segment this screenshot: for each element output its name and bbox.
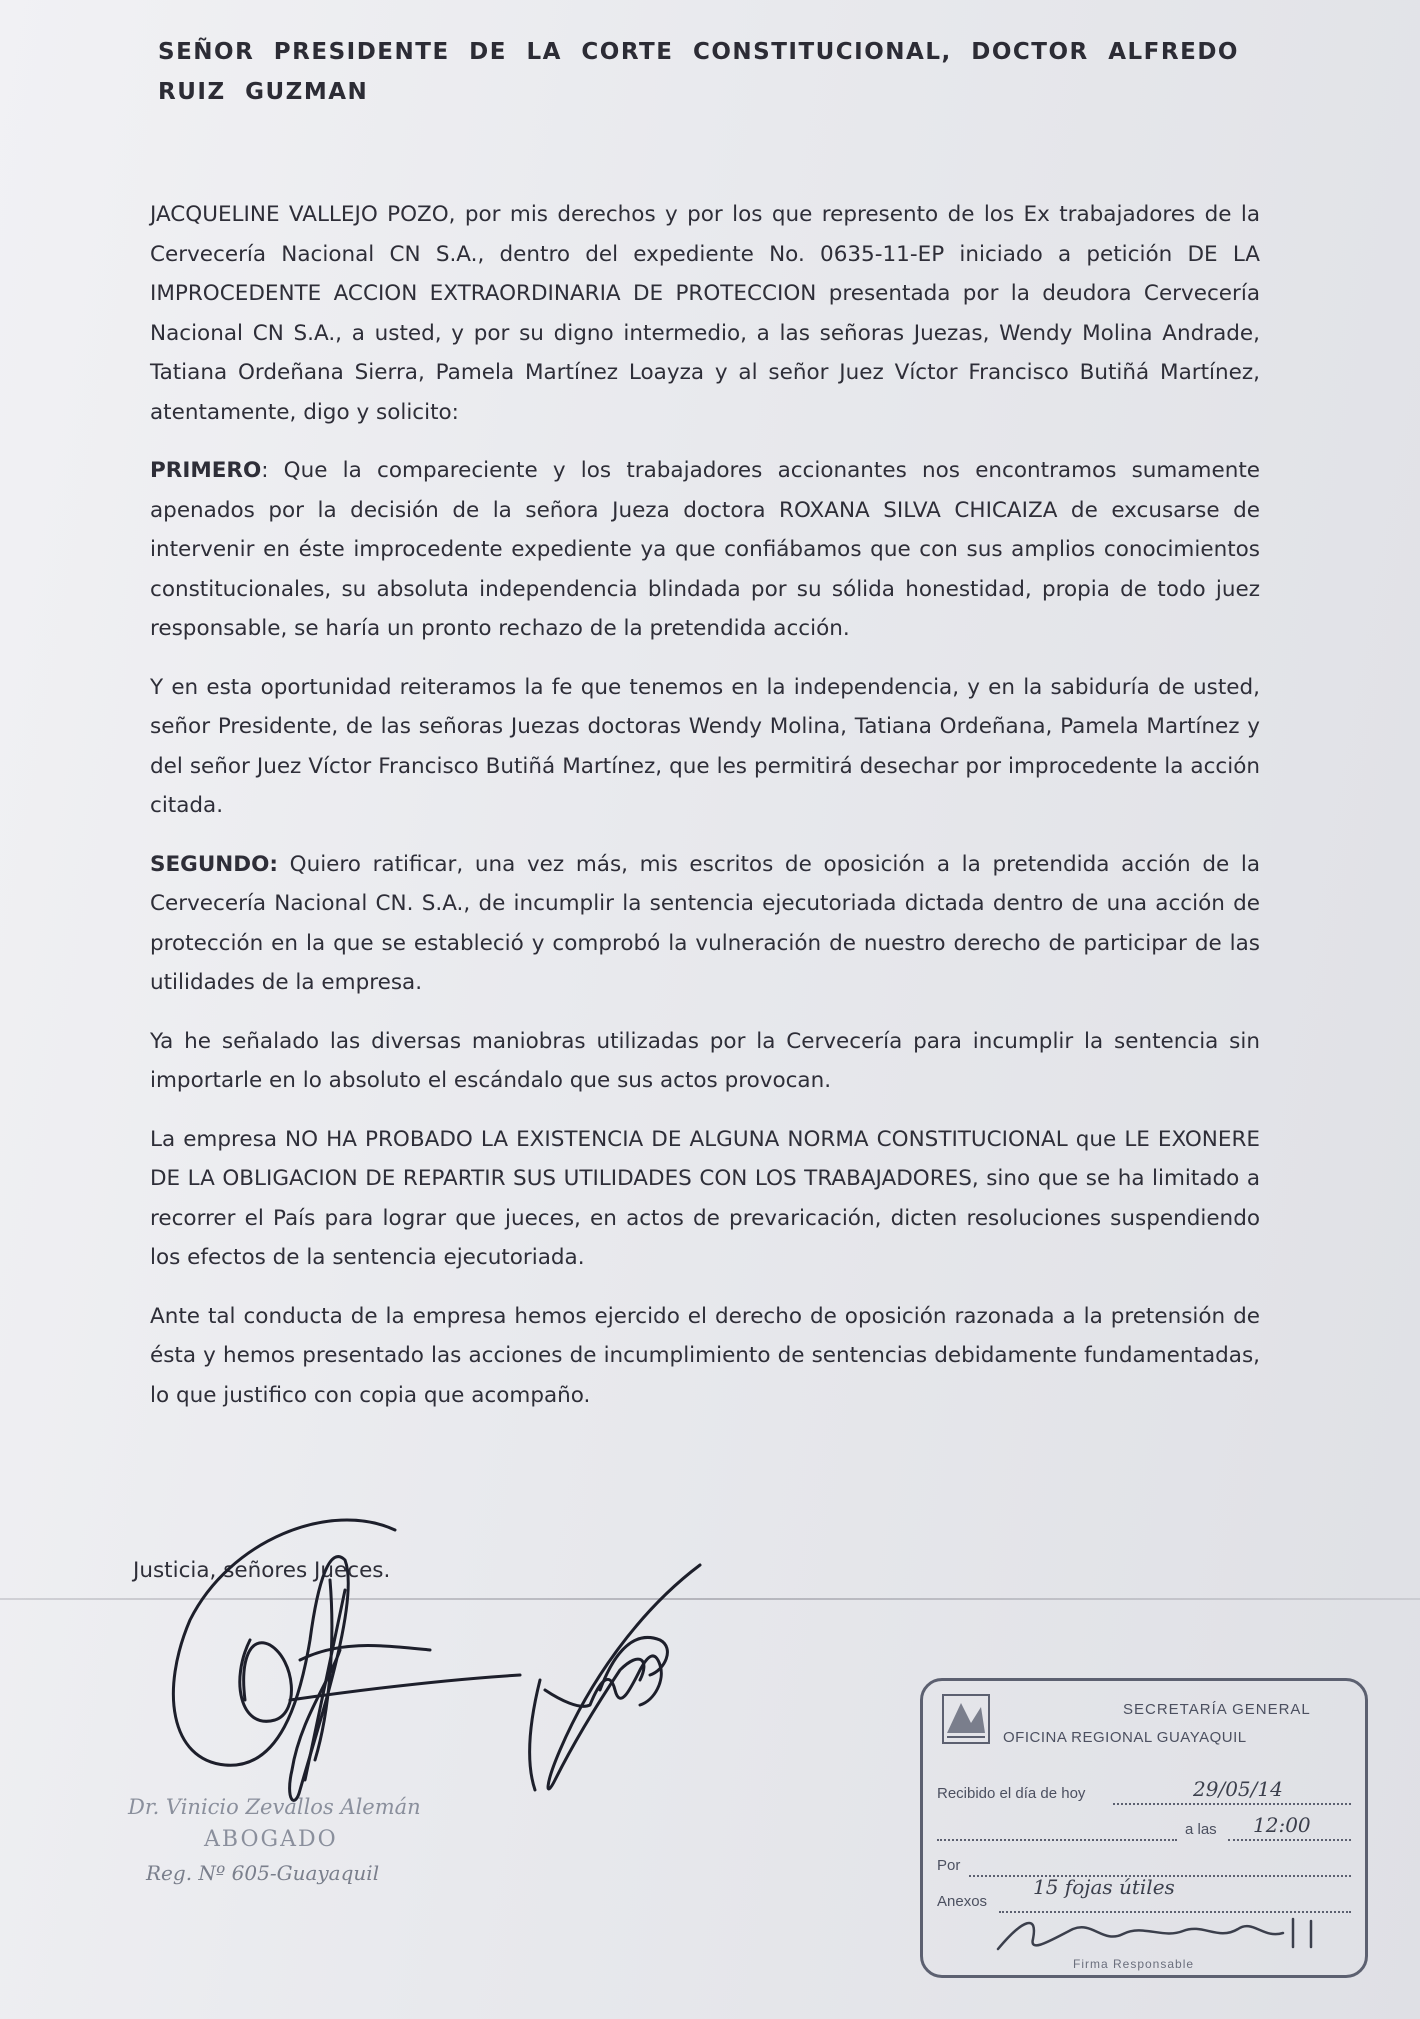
responsible-label: Firma Responsable [1073, 1957, 1195, 1971]
empresa-paragraph: La empresa NO HA PROBADO LA EXISTENCIA DE ALGUNA NORMA CONSTITUCIONAL que LE EXONERE DE LA OBLIGACION DE REPARTIR SUS UTILIDADES CON LOS TRABAJADORES, sino que se ha limitado a recorrer el País para lograr que jueces, en actos de prevaricación, dicten resoluciones suspendiendo los efectos de la sentencia ejecutoriada. [150, 1126, 1260, 1270]
lawyer-title: ABOGADO [204, 1827, 338, 1852]
time-dotline-right [1228, 1839, 1351, 1841]
received-dotline [1113, 1803, 1351, 1805]
time-label: a las [1185, 1821, 1217, 1838]
responsible-signature [993, 1909, 1343, 1959]
office-line-2: OFICINA REGIONAL GUAYAQUIL [1003, 1729, 1247, 1746]
annex-label: Anexos [937, 1893, 988, 1910]
receipt-stamp [920, 1678, 1368, 1978]
institution-logo-icon [941, 1693, 991, 1745]
client-signature-stroke [530, 1656, 662, 1790]
lawyer-signature-stroke [240, 1640, 292, 1721]
primero-paragraph [150, 451, 1260, 649]
lawyer-stamp [128, 1790, 468, 1890]
segundo-label: SEGUNDO: [150, 851, 278, 877]
segundo-paragraph [150, 845, 1260, 1003]
primero-label: PRIMERO [150, 458, 262, 483]
addressee-heading: SEÑOR PRESIDENTE DE LA CORTE CONSTITUCIONAL, DOCTOR ALFREDO RUIZ GUZMAN [158, 39, 1239, 105]
lawyer-registration: Reg. Nº 605-Guayaquil [146, 1861, 380, 1885]
client-signature-stroke [600, 1637, 667, 1690]
letter-body [150, 195, 1260, 1434]
by-label: Por [937, 1857, 961, 1874]
lawyer-signature-stroke [290, 1646, 520, 1700]
time-value: 12:00 [1253, 1813, 1311, 1837]
office-line-1: SECRETARÍA GENERAL [1123, 1701, 1311, 1718]
lawyer-signature-stroke [305, 1580, 345, 1780]
maniobras-paragraph: Ya he señalado las diversas maniobras utilizadas por la Cervecería para incumplir la sentencia sin importarle en lo absoluto el escándalo que sus actos provocan. [150, 1028, 1260, 1093]
primero-text: : Que la compareciente y los trabajadores accionantes nos encontramos sumamente apenados por la decisión de la señora Jueza doctora ROXANA SILVA CHICAIZA de excusarse de intervenir en éste improcedente expediente ya que confiábamos que con sus amplios conocimientos constitucionales, su absoluta independencia blindada por su sólida honestidad, propia de todo juez responsable, se haría un pronto rechazo de la pretendida acción. [150, 458, 1260, 641]
lawyer-name: Dr. Vinicio Zevallos Alemán [128, 1795, 421, 1819]
received-value: 29/05/14 [1193, 1777, 1283, 1801]
reiteramos-paragraph: Y en esta oportunidad reiteramos la fe que tenemos en la independencia, y en la sabiduría de usted, señor Presidente, de las señoras Juezas doctoras Wendy Molina, Tatiana Ordeñana, Pamela Martínez y del señor Juez Víctor Francisco Butiñá Martínez, que les permitirá desechar por improcedente la acción citada. [150, 674, 1260, 818]
intro-paragraph: JACQUELINE VALLEJO POZO, por mis derechos y por los que represento de los Ex trabajadores de la Cervecería Nacional CN S.A., dentro del expediente No. 0635-11-EP iniciado a petición DE LA IMPROCEDENTE ACCION EXTRAORDINARIA DE PROTECCION presentada por la deudora Cervecería Nacional CN S.A., a usted, y por su digno intermedio, a las señoras Juezas, Wendy Molina Andrade, Tatiana Ordeñana Sierra, Pamela Martínez Loayza y al señor Juez Víctor Francisco Butiñá Martínez, atentamente, digo y solicito: [150, 202, 1260, 425]
segundo-text: Quiero ratificar, una vez más, mis escritos de oposición a la pretendida acción de la Cervecería Nacional CN. S.A., de incumplir la sentencia ejecutoriada dictada dentro de una acción de protección en la que se estableció y comprobó la vulneración de nuestro derecho de participar de las utilidades de la empresa. [150, 851, 1260, 995]
conducta-paragraph: Ante tal conducta de la empresa hemos ejercido el derecho de oposición razonada a la pretensión de ésta y hemos presentado las acciones de incumplimiento de sentencias debidamente fundamentadas, lo que justifico con copia que acompaño. [150, 1303, 1260, 1408]
closing-line: Justicia, señores Jueces. [133, 1558, 391, 1583]
time-dotline-left [937, 1839, 1177, 1841]
received-label: Recibido el día de hoy [937, 1785, 1086, 1802]
paper-fold-line [0, 1598, 1420, 1600]
annex-value: 15 fojas útiles [1033, 1875, 1175, 1899]
